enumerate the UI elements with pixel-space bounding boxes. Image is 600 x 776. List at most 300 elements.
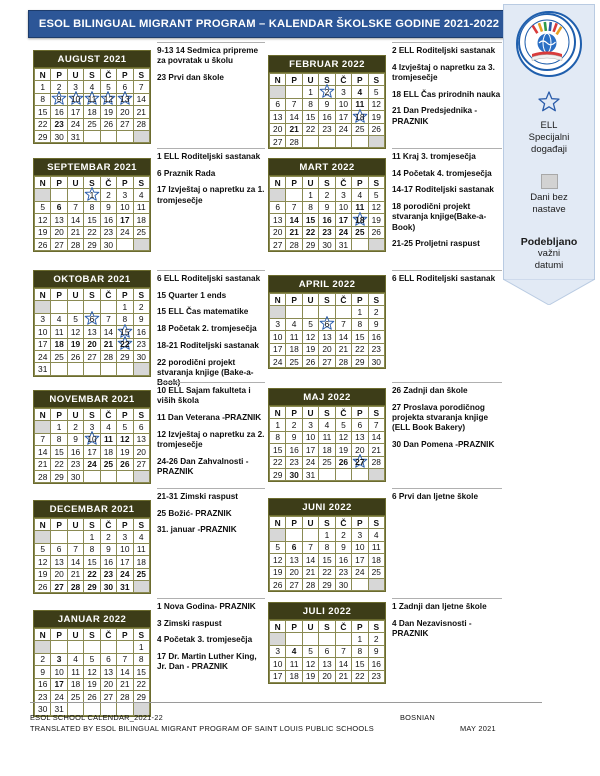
calendar-day-juli-2022-9 bbox=[368, 645, 384, 657]
calendar-day-juli-2022-3 bbox=[270, 645, 286, 657]
day-number: 8 bbox=[89, 544, 95, 555]
note-item: 21-25 Proljetni raspust bbox=[392, 239, 480, 249]
calendar-day-empty bbox=[286, 529, 302, 541]
day-number: 11 bbox=[87, 94, 97, 105]
weekday-header: P bbox=[286, 621, 302, 633]
day-number: 29 bbox=[120, 351, 130, 362]
note-item: 14-17 Roditeljski sastanak bbox=[392, 185, 494, 195]
calendar-day-april-2022-1 bbox=[352, 306, 368, 318]
calendar-day-novembar-2021-11 bbox=[100, 433, 116, 445]
notes-septembar bbox=[157, 148, 265, 212]
day-number: 20 bbox=[273, 124, 283, 135]
page-title-banner bbox=[28, 10, 510, 38]
weekday-header: P bbox=[51, 409, 67, 421]
month-title-decembar-2021: DECEMBAR 2021 bbox=[34, 501, 150, 518]
calendar-day-mart-2022-2 bbox=[319, 189, 335, 201]
day-number: 3 bbox=[122, 190, 128, 201]
month-title-august-2021: AUGUST 2021 bbox=[34, 51, 150, 68]
day-number: 12 bbox=[305, 331, 316, 342]
weekday-header-row bbox=[270, 407, 385, 419]
calendar-day-novembar-2021-23 bbox=[67, 458, 83, 470]
calendar-day-septembar-2021-29 bbox=[84, 238, 100, 250]
day-number: 2 bbox=[324, 190, 330, 201]
notes-april bbox=[392, 270, 502, 291]
day-number: 24 bbox=[120, 227, 130, 238]
day-number: 26 bbox=[273, 579, 283, 590]
calendar-day-septembar-2021-30 bbox=[100, 238, 116, 250]
weekday-header: P bbox=[286, 74, 302, 86]
day-number: 11 bbox=[289, 331, 299, 342]
day-number: 16 bbox=[289, 444, 299, 455]
day-number: 15 bbox=[120, 326, 130, 337]
calendar-day-maj-2022-27 bbox=[352, 456, 368, 468]
note-item: 2 ELL Roditeljski sastanak bbox=[392, 46, 496, 55]
day-number: 7 bbox=[373, 420, 379, 431]
calendar-day-maj-2022-30 bbox=[286, 468, 302, 480]
day-number: 2 bbox=[291, 420, 297, 431]
day-number: 13 bbox=[355, 432, 365, 443]
weekday-header: P bbox=[51, 69, 67, 81]
day-number: 25 bbox=[322, 457, 332, 468]
weekday-header: P bbox=[352, 621, 368, 633]
calendar-day-empty bbox=[368, 468, 384, 480]
day-number: 21 bbox=[289, 124, 299, 135]
calendar-day-maj-2022-26 bbox=[335, 456, 351, 468]
day-number: 22 bbox=[54, 459, 64, 470]
day-number: 16 bbox=[338, 554, 349, 565]
calendar-day-empty bbox=[51, 641, 67, 653]
calendar-day-august-2021-16 bbox=[51, 106, 67, 118]
calendar-week-row bbox=[35, 446, 150, 458]
day-number: 8 bbox=[308, 202, 313, 213]
calendar-day-novembar-2021-24 bbox=[84, 458, 100, 470]
day-number: 26 bbox=[103, 119, 114, 130]
day-number: 13 bbox=[54, 214, 64, 225]
calendar-day-septembar-2021-6 bbox=[51, 201, 67, 213]
calendar-week-row bbox=[270, 135, 385, 147]
calendar-day-empty bbox=[35, 421, 51, 433]
day-number: 29 bbox=[87, 239, 97, 250]
calendar-day-april-2022-22 bbox=[352, 343, 368, 355]
calendar-day-empty bbox=[286, 189, 302, 201]
calendar-day-april-2022-20 bbox=[319, 343, 335, 355]
day-number: 21 bbox=[305, 567, 316, 578]
calendar-day-juli-2022-5 bbox=[302, 645, 318, 657]
calendar-day-juni-2022-11 bbox=[368, 541, 384, 553]
weekday-header: P bbox=[286, 177, 302, 189]
calendar-day-decembar-2021-9 bbox=[100, 543, 116, 555]
note-item: 17 Izvještaj o napretku za 1. tromjesečje bbox=[157, 185, 265, 205]
calendar-day-oktobar-2021-26 bbox=[67, 350, 83, 362]
calendar-day-empty bbox=[117, 238, 133, 250]
day-number: 27 bbox=[273, 239, 283, 250]
calendar-week-row bbox=[35, 568, 150, 580]
calendar-week-row bbox=[270, 444, 385, 456]
weekday-header: N bbox=[35, 177, 51, 189]
day-number: 29 bbox=[305, 239, 316, 250]
day-number: 24 bbox=[273, 356, 283, 367]
calendar-week-row bbox=[270, 238, 385, 250]
calendar-day-juni-2022-7 bbox=[302, 541, 318, 553]
day-number: 30 bbox=[103, 581, 114, 592]
day-number: 13 bbox=[273, 214, 283, 225]
legend-bold-sub-line1: važni bbox=[537, 248, 561, 259]
calendar-day-januar-2022-15 bbox=[133, 666, 149, 678]
calendar-day-april-2022-23 bbox=[368, 343, 384, 355]
weekday-header-row bbox=[35, 177, 150, 189]
day-number: 2 bbox=[373, 634, 379, 645]
calendar-day-septembar-2021-10 bbox=[117, 201, 133, 213]
day-number: 26 bbox=[371, 227, 381, 238]
month-title-juni-2022: JUNI 2022 bbox=[269, 499, 385, 516]
calendar-day-april-2022-7 bbox=[335, 318, 351, 330]
calendar-day-januar-2022-28 bbox=[117, 690, 133, 702]
program-logo bbox=[516, 11, 582, 77]
day-number: 4 bbox=[106, 422, 111, 433]
calendar-day-empty bbox=[352, 238, 368, 250]
weekday-header: P bbox=[286, 517, 302, 529]
note-item: 6 ELL Roditeljski sastanak bbox=[392, 274, 496, 283]
calendar-day-august-2021-6 bbox=[117, 81, 133, 93]
calendar-day-januar-2022-11 bbox=[67, 666, 83, 678]
calendar-day-februar-2022-10 bbox=[335, 98, 351, 110]
calendar-day-septembar-2021-9 bbox=[100, 201, 116, 213]
weekday-header: N bbox=[35, 409, 51, 421]
day-number: 14 bbox=[338, 331, 349, 342]
weekday-header-row bbox=[35, 629, 150, 641]
calendar-day-oktobar-2021-10 bbox=[35, 326, 51, 338]
day-number: 21 bbox=[70, 227, 81, 238]
calendar-day-empty bbox=[35, 189, 51, 201]
notes-juni bbox=[392, 488, 502, 509]
calendar-day-decembar-2021-10 bbox=[117, 543, 133, 555]
day-number: 5 bbox=[373, 190, 379, 201]
month-table-april-2022 bbox=[269, 293, 385, 368]
calendar-day-august-2021-4 bbox=[84, 81, 100, 93]
calendar-week-row bbox=[35, 326, 150, 338]
day-number: 26 bbox=[38, 239, 48, 250]
day-number: 18 bbox=[289, 344, 299, 355]
day-number: 28 bbox=[70, 239, 81, 250]
day-number: 16 bbox=[136, 326, 146, 337]
calendar-day-decembar-2021-27 bbox=[51, 580, 67, 592]
day-number: 4 bbox=[324, 420, 330, 431]
day-number: 25 bbox=[54, 351, 64, 362]
calendar-day-empty bbox=[84, 470, 100, 482]
day-number: 16 bbox=[371, 331, 381, 342]
calendar-day-empty bbox=[51, 531, 67, 543]
calendar-week-row bbox=[35, 338, 150, 350]
calendar-day-april-2022-15 bbox=[352, 331, 368, 343]
calendar-day-mart-2022-17 bbox=[335, 214, 351, 226]
weekday-header-row bbox=[270, 294, 385, 306]
note-item: 6 Prvi dan ljetne škole bbox=[392, 492, 479, 501]
weekday-header: S bbox=[319, 294, 335, 306]
weekday-header-row bbox=[270, 517, 385, 529]
calendar-day-septembar-2021-23 bbox=[100, 226, 116, 238]
calendar-day-decembar-2021-21 bbox=[67, 568, 83, 580]
calendar-day-juni-2022-1 bbox=[319, 529, 335, 541]
day-number: 1 bbox=[308, 190, 313, 201]
calendar-day-decembar-2021-18 bbox=[133, 556, 149, 568]
day-number: 15 bbox=[355, 331, 365, 342]
day-number: 6 bbox=[275, 99, 281, 110]
calendar-day-januar-2022-24 bbox=[51, 690, 67, 702]
notes-februar bbox=[392, 42, 502, 133]
weekday-header: Č bbox=[335, 517, 351, 529]
day-number: 11 bbox=[355, 99, 365, 110]
calendar-day-septembar-2021-20 bbox=[51, 226, 67, 238]
calendar-day-decembar-2021-28 bbox=[67, 580, 83, 592]
day-number: 20 bbox=[120, 106, 130, 117]
calendar-day-novembar-2021-8 bbox=[51, 433, 67, 445]
calendar-day-juli-2022-17 bbox=[270, 670, 286, 682]
calendar-week-row bbox=[35, 556, 150, 568]
calendar-day-oktobar-2021-7 bbox=[100, 313, 116, 325]
day-number: 20 bbox=[87, 339, 97, 350]
calendar-day-septembar-2021-18 bbox=[133, 214, 149, 226]
legend-panel bbox=[503, 4, 595, 280]
day-number: 18 bbox=[70, 679, 81, 690]
footer-date: MAY 2021 bbox=[460, 724, 496, 733]
month-title-oktobar-2021: OKTOBAR 2021 bbox=[34, 271, 150, 288]
calendar-month-mart-2022 bbox=[268, 158, 386, 252]
day-number: 12 bbox=[305, 658, 316, 669]
day-number: 7 bbox=[308, 542, 313, 553]
day-number: 12 bbox=[103, 94, 114, 105]
day-number: 2 bbox=[373, 307, 379, 318]
weekday-header: U bbox=[67, 69, 83, 81]
day-number: 24 bbox=[355, 567, 365, 578]
calendar-day-august-2021-18 bbox=[84, 106, 100, 118]
day-number: 13 bbox=[322, 658, 332, 669]
weekday-header: U bbox=[67, 289, 83, 301]
calendar-day-empty bbox=[319, 633, 335, 645]
day-number: 11 bbox=[289, 658, 299, 669]
day-number: 28 bbox=[70, 581, 81, 592]
day-number: 26 bbox=[371, 124, 381, 135]
calendar-day-maj-2022-18 bbox=[319, 444, 335, 456]
day-number: 10 bbox=[120, 544, 130, 555]
day-number: 16 bbox=[103, 556, 114, 567]
calendar-week-row bbox=[270, 86, 385, 98]
day-number: 5 bbox=[373, 87, 379, 98]
day-number: 22 bbox=[355, 671, 365, 682]
legend-bold-title: Podebljano bbox=[520, 236, 578, 248]
calendar-day-juli-2022-4 bbox=[286, 645, 302, 657]
calendar-month-februar-2022 bbox=[268, 55, 386, 149]
day-number: 27 bbox=[54, 581, 64, 592]
day-number: 21 bbox=[38, 459, 48, 470]
calendar-day-empty bbox=[100, 363, 116, 375]
calendar-week-row bbox=[270, 318, 385, 330]
month-title-septembar-2021: SEPTEMBAR 2021 bbox=[34, 159, 150, 176]
calendar-day-juli-2022-23 bbox=[368, 670, 384, 682]
calendar-day-juni-2022-28 bbox=[302, 578, 318, 590]
calendar-week-row bbox=[35, 458, 150, 470]
calendar-day-septembar-2021-26 bbox=[35, 238, 51, 250]
day-number: 1 bbox=[357, 307, 363, 318]
calendar-day-maj-2022-3 bbox=[302, 419, 318, 431]
calendar-day-empty bbox=[100, 301, 116, 313]
calendar-day-empty bbox=[270, 86, 286, 98]
day-number: 12 bbox=[120, 434, 130, 445]
weekday-header: N bbox=[270, 294, 286, 306]
day-number: 31 bbox=[120, 581, 130, 592]
calendar-day-maj-2022-23 bbox=[286, 456, 302, 468]
calendar-day-septembar-2021-2 bbox=[100, 189, 116, 201]
weekday-header-row bbox=[35, 409, 150, 421]
calendar-day-januar-2022-16 bbox=[35, 678, 51, 690]
day-number: 10 bbox=[305, 432, 316, 443]
calendar-day-februar-2022-19 bbox=[368, 111, 384, 123]
day-number: 11 bbox=[355, 202, 365, 213]
day-number: 15 bbox=[136, 666, 146, 677]
calendar-day-decembar-2021-30 bbox=[100, 580, 116, 592]
day-number: 21 bbox=[136, 106, 146, 117]
calendar-day-mart-2022-28 bbox=[286, 238, 302, 250]
day-number: 11 bbox=[136, 544, 146, 555]
calendar-day-novembar-2021-15 bbox=[51, 446, 67, 458]
calendar-day-septembar-2021-3 bbox=[117, 189, 133, 201]
calendar-day-empty bbox=[117, 470, 133, 482]
calendar-day-januar-2022-6 bbox=[100, 653, 116, 665]
day-number: 27 bbox=[136, 459, 146, 470]
footer-line-2: TRANSLATED BY ESOL BILINGUAL MIGRANT PROGRAM OF SAINT LOUIS PUBLIC SCHOOLS bbox=[30, 724, 374, 733]
calendar-day-septembar-2021-13 bbox=[51, 214, 67, 226]
day-number: 6 bbox=[56, 202, 62, 213]
weekday-header: P bbox=[352, 177, 368, 189]
weekday-header: P bbox=[352, 517, 368, 529]
calendar-week-row bbox=[270, 306, 385, 318]
calendar-day-april-2022-11 bbox=[286, 331, 302, 343]
calendar-day-august-2021-19 bbox=[100, 106, 116, 118]
calendar-day-juni-2022-10 bbox=[352, 541, 368, 553]
calendar-day-mart-2022-11 bbox=[352, 201, 368, 213]
calendar-day-empty bbox=[100, 470, 116, 482]
calendar-month-novembar-2021 bbox=[33, 390, 151, 484]
calendar-day-oktobar-2021-4 bbox=[51, 313, 67, 325]
day-number: 17 bbox=[355, 554, 365, 565]
note-item: 24-26 Dan Zahvalnosti - PRAZNIK bbox=[157, 456, 249, 476]
day-number: 12 bbox=[371, 202, 381, 213]
calendar-week-row bbox=[270, 226, 385, 238]
day-number: 17 bbox=[305, 444, 316, 455]
calendar-day-mart-2022-29 bbox=[302, 238, 318, 250]
calendar-day-juni-2022-27 bbox=[286, 578, 302, 590]
calendar-day-februar-2022-2 bbox=[319, 86, 335, 98]
day-number: 18 bbox=[136, 556, 146, 567]
calendar-day-oktobar-2021-3 bbox=[35, 313, 51, 325]
calendar-day-oktobar-2021-22 bbox=[117, 338, 133, 350]
day-number: 4 bbox=[56, 314, 62, 325]
day-number: 23 bbox=[54, 119, 64, 130]
calendar-day-decembar-2021-4 bbox=[133, 531, 149, 543]
calendar-day-empty bbox=[84, 363, 100, 375]
calendar-day-maj-2022-29 bbox=[270, 468, 286, 480]
day-number: 10 bbox=[38, 326, 48, 337]
note-item: 12 Izvještaj o napretku za 2. tromjesečje bbox=[157, 429, 265, 449]
weekday-header: P bbox=[51, 289, 67, 301]
day-number: 7 bbox=[291, 202, 297, 213]
calendar-day-februar-2022-3 bbox=[335, 86, 351, 98]
weekday-header: U bbox=[302, 621, 318, 633]
day-number: 26 bbox=[38, 581, 48, 592]
day-number: 16 bbox=[54, 106, 64, 117]
calendar-day-oktobar-2021-17 bbox=[35, 338, 51, 350]
calendar-week-row bbox=[35, 531, 150, 543]
day-number: 13 bbox=[273, 111, 283, 122]
weekday-header: U bbox=[67, 177, 83, 189]
footer-divider bbox=[30, 702, 542, 703]
day-number: 14 bbox=[371, 432, 381, 443]
day-number: 25 bbox=[355, 227, 365, 238]
day-number: 29 bbox=[54, 471, 64, 482]
day-number: 2 bbox=[106, 532, 111, 543]
calendar-day-novembar-2021-2 bbox=[67, 421, 83, 433]
day-number: 25 bbox=[136, 569, 146, 580]
page-title: ESOL BILINGUAL MIGRANT PROGRAM – KALENDAR ŠKOLSKE GODINE 2021-2022 bbox=[38, 18, 500, 30]
day-number: 20 bbox=[322, 671, 332, 682]
calendar-week-row bbox=[270, 419, 385, 431]
calendar-day-decembar-2021-29 bbox=[84, 580, 100, 592]
weekday-header: P bbox=[352, 294, 368, 306]
day-number: 5 bbox=[275, 542, 281, 553]
day-number: 24 bbox=[338, 124, 349, 135]
calendar-week-row bbox=[270, 670, 385, 682]
calendar-day-januar-2022-9 bbox=[35, 666, 51, 678]
day-number: 15 bbox=[54, 446, 64, 457]
day-number: 1 bbox=[138, 642, 144, 653]
calendar-day-decembar-2021-3 bbox=[117, 531, 133, 543]
weekday-header: P bbox=[117, 519, 133, 531]
calendar-day-februar-2022-20 bbox=[270, 123, 286, 135]
day-number: 8 bbox=[275, 432, 281, 443]
calendar-day-oktobar-2021-16 bbox=[133, 326, 149, 338]
day-number: 5 bbox=[40, 544, 46, 555]
calendar-day-januar-2022-25 bbox=[67, 690, 83, 702]
calendar-week-row bbox=[270, 566, 385, 578]
day-number: 4 bbox=[291, 319, 297, 330]
calendar-day-juni-2022-2 bbox=[335, 529, 351, 541]
weekday-header: N bbox=[270, 407, 286, 419]
weekday-header: N bbox=[270, 177, 286, 189]
calendar-day-septembar-2021-1 bbox=[84, 189, 100, 201]
calendar-week-row bbox=[270, 541, 385, 553]
day-number: 10 bbox=[87, 434, 97, 445]
calendar-day-empty bbox=[84, 301, 100, 313]
weekday-header: N bbox=[270, 74, 286, 86]
weekday-header: S bbox=[368, 407, 384, 419]
calendar-day-august-2021-31 bbox=[67, 130, 83, 142]
calendar-day-oktobar-2021-28 bbox=[100, 350, 116, 362]
calendar-day-novembar-2021-5 bbox=[117, 421, 133, 433]
month-table-septembar-2021 bbox=[34, 176, 150, 251]
calendar-day-mart-2022-30 bbox=[319, 238, 335, 250]
calendar-day-maj-2022-12 bbox=[335, 431, 351, 443]
calendar-day-januar-2022-2 bbox=[35, 653, 51, 665]
calendar-day-april-2022-16 bbox=[368, 331, 384, 343]
calendar-day-empty bbox=[51, 189, 67, 201]
day-number: 19 bbox=[70, 339, 81, 350]
day-number: 27 bbox=[120, 119, 130, 130]
calendar-day-empty bbox=[84, 130, 100, 142]
calendar-day-septembar-2021-15 bbox=[84, 214, 100, 226]
calendar-month-oktobar-2021 bbox=[33, 270, 151, 377]
day-number: 19 bbox=[305, 671, 316, 682]
calendar-day-empty bbox=[51, 363, 67, 375]
calendar-day-maj-2022-24 bbox=[302, 456, 318, 468]
